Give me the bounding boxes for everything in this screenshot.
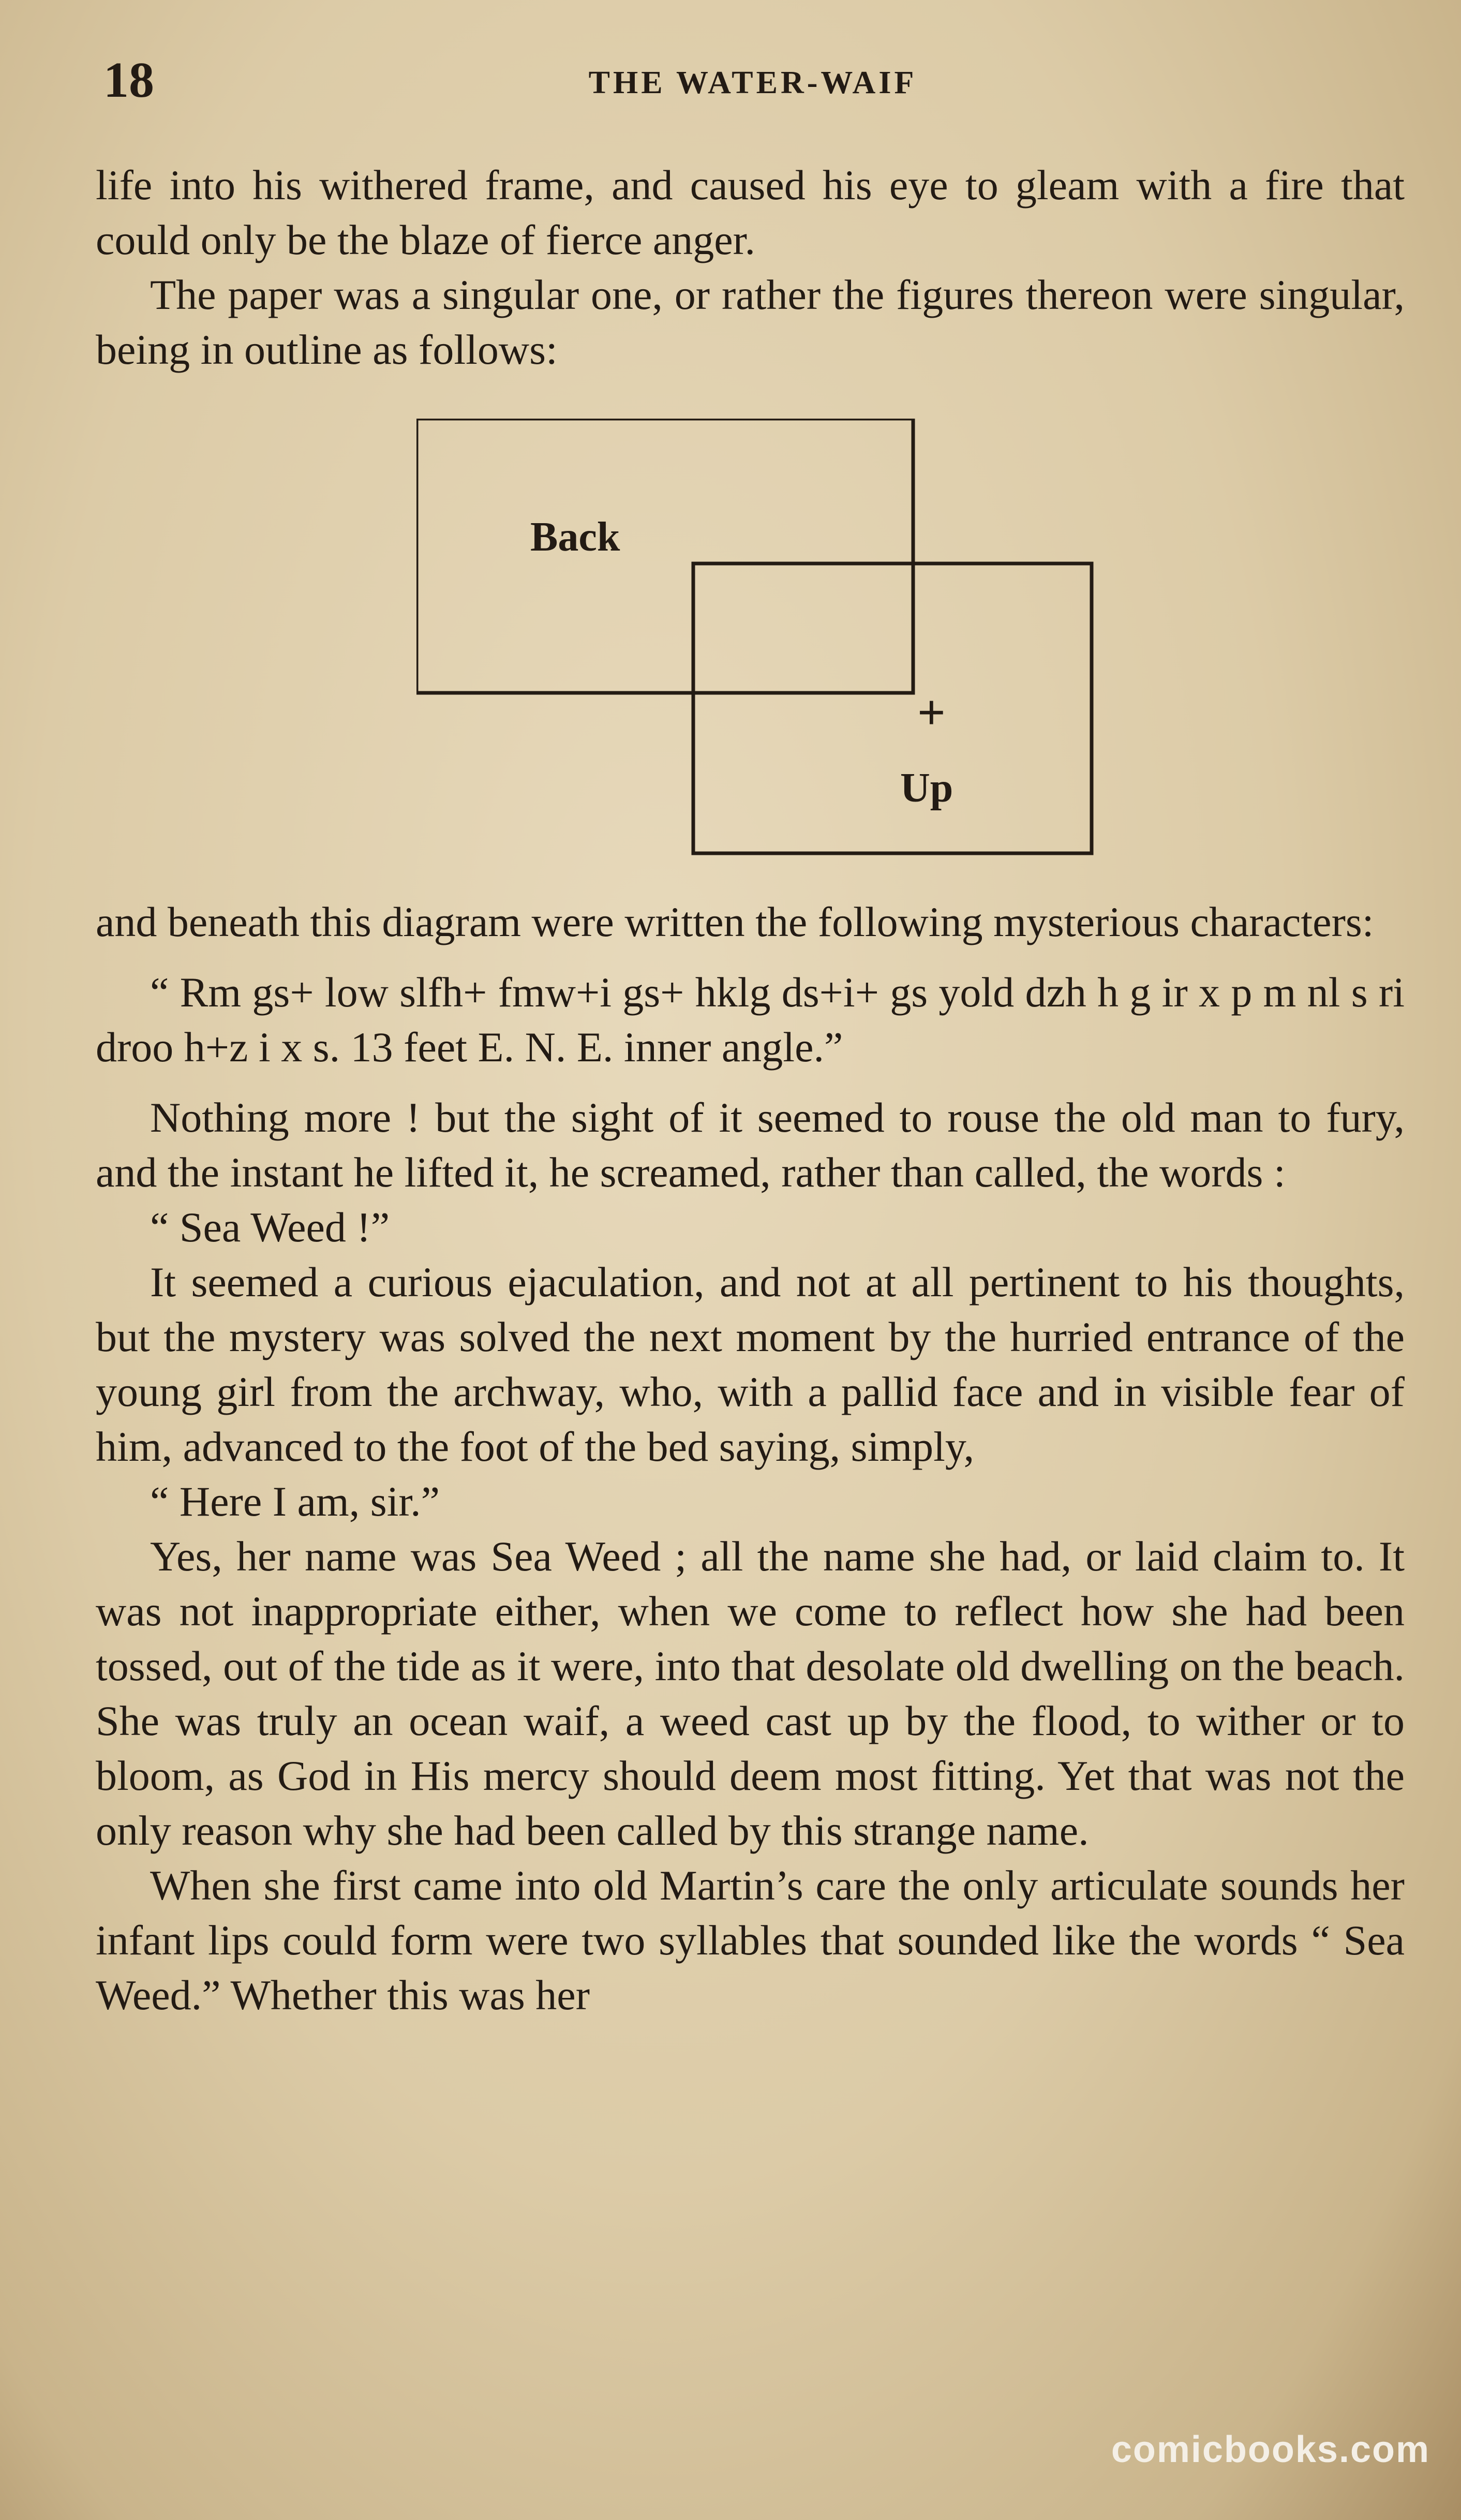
paragraph-3: and beneath this diagram were written the following mysterious characters: [96, 898, 1374, 945]
diagram-figure [416, 419, 1224, 895]
watermark: comicbooks.com [1111, 2429, 1430, 2470]
up-rectangle [693, 564, 1092, 853]
running-head: THE WATER-WAIF [588, 65, 917, 100]
paragraph-2: The paper was a singular one, or rather the figures thereon were singular, being in outline as follows: [96, 271, 1405, 373]
paragraph-9: Yes, her name was Sea Weed ; all the name she had, or laid claim to. It was not inappropriate either, when we come to reflect how she had been tossed, out of the tide as it were, into that desolate old dwelling on the beach. She was truly an ocean waif, a weed cast up by the flood, to wither or to bloom, as God in His mercy should deem most fitting. Yet that was not the only reason why she had been called by this strange name. [96, 1533, 1405, 1854]
diagram [96, 377, 1405, 895]
paragraph-10: When she first came into old Martin’s care the only articulate sounds her infant lips could form were two syllables that sounded like the words “ Sea Weed.” Whether this was her [96, 1862, 1405, 2019]
page-number: 18 [103, 52, 154, 108]
up-label: Up [900, 765, 953, 811]
body-text [96, 158, 1405, 2023]
paragraph-8: “ Here I am, sir.” [150, 1478, 440, 1525]
paragraph-7: It seemed a curious ejaculation, and not at all pertinent to his thoughts, but the mystery was solved the next moment by the hurried entrance of the young girl from the archway, who, with a pallid face and in visible fear of him, advanced to the foot of the bed saying, simply, [96, 1258, 1405, 1470]
page-header [103, 52, 1402, 109]
cipher-text: “ Rm gs+ low slfh+ fmw+i gs+ hklg ds+i+ gs yold dzh h g ir x p m nl s ri droo h+z i x s. 13 feet E. N. E. inner angle.” [96, 969, 1405, 1071]
plus-mark: + [917, 685, 946, 740]
paragraph-6: “ Sea Weed !” [150, 1204, 390, 1251]
paragraph-1: life into his withered frame, and caused his eye to gleam with a fire that could only be the blaze of fierce anger. [96, 161, 1405, 263]
back-label: Back [530, 514, 620, 560]
back-rectangle [416, 419, 913, 693]
paragraph-5: Nothing more ! but the sight of it seemed to rouse the old man to fury, and the instant he lifted it, he screamed, rather than called, the words : [96, 1094, 1405, 1196]
